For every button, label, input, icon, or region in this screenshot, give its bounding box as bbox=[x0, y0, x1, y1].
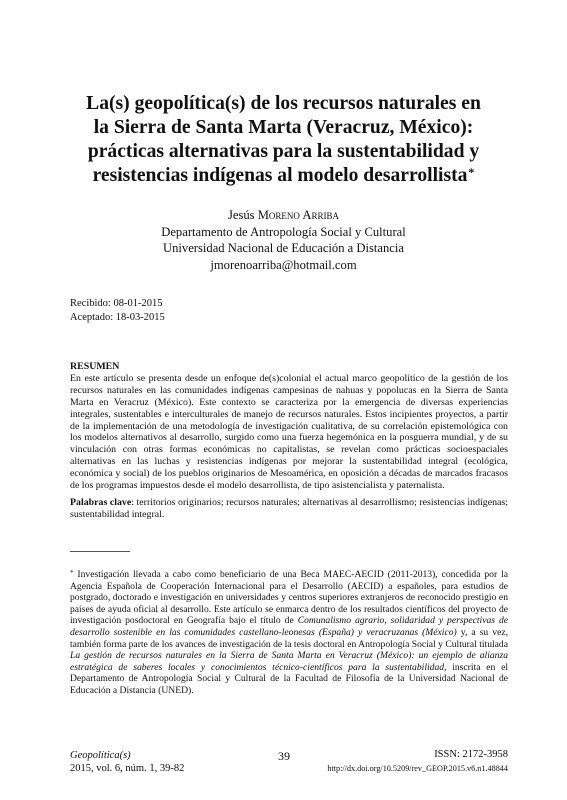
author-name bbox=[120, 207, 447, 224]
title-footnote-marker[interactable]: * bbox=[468, 165, 475, 179]
footnote-italic-title: La gestión de recursos naturales en la Sierra de Santa Marta en Veracruz (México): un ejemplo de alianza estratégica de saberes locales y conocimientos técnico-científicos para la sustentabilidad bbox=[70, 650, 508, 673]
keywords-text: : territorios originarios; recursos naturales; alternativas al desarrollismo; resistencias indígenas; sustentabilidad integral. bbox=[70, 497, 508, 520]
footnote bbox=[70, 569, 508, 697]
abstract-text: En este artículo se presenta desde un enfoque de(s)colonial el actual marco geopolítico de la gestión de los recursos naturales en las comunidades indígenas campesinas de nahuas y popolucas en la Sierra de Santa Marta en Veracruz (México). Este contexto se caracteriza por la emergencia de diversas experiencias integrales, sustentables e interculturales de manejo de recursos naturales. Estos incipientes proyectos, a partir de la implementación de una metodología de investigación cualitativa, de su correlación epistemológica con los modelos alternativos al desarrollo, surgido como una fuerza hegemónica en la posguerra mundial, y de su vinculación con otras formas económicas no capitalistas, se revelan como prácticas socioespaciales alternativas en las luchas y resistencias indígenas por mejorar la sustentabilidad integral (ecológica, económica y social) de los pueblos originarios de Mesoamérica, en oposición a décadas de marcados fracasos de los programas impuestos desde el modelo desarrollista, de tipo asistencialista y paternalista. bbox=[70, 372, 508, 492]
footnote-marker: * bbox=[70, 569, 74, 577]
author-surname: Moreno Arriba bbox=[257, 208, 339, 222]
title-line: La(s) geopolítica(s) de los recursos naturales en bbox=[86, 93, 481, 114]
accepted-date: Aceptado: 18-03-2015 bbox=[70, 312, 165, 323]
footnote-text-part: , inscrita en el Departamento de Antropología Social y Cultural de la Facultad de Filosofía de la Universidad Nacional de Educación a Distancia (UNED). bbox=[70, 661, 508, 696]
article-title bbox=[70, 92, 497, 188]
footnote-separator bbox=[70, 551, 130, 552]
journal-name: Geopolítica(s) bbox=[70, 750, 131, 761]
issn: ISSN: 2172-3958 bbox=[434, 749, 508, 760]
author-block bbox=[120, 207, 447, 273]
submission-dates bbox=[70, 297, 165, 325]
journal-citation bbox=[70, 749, 184, 775]
author-given-name: Jesús bbox=[227, 208, 255, 222]
title-line: la Sierra de Santa Marta (Veracruz, México): bbox=[93, 117, 474, 138]
author-department: Departamento de Antropología Social y Cultural bbox=[161, 224, 406, 239]
author-university: Universidad Nacional de Educación a Distancia bbox=[163, 241, 404, 255]
journal-issue: 2015, vol. 6, núm. 1, 39-82 bbox=[70, 763, 185, 774]
abstract-heading: RESUMEN bbox=[70, 361, 120, 372]
received-date: Recibido: 08-01-2015 bbox=[70, 298, 163, 309]
footnote-italic-title: Comunalismo agrario, solidaridad y perspectivas de desarrollo sostenible en las comunidades castellano-leonesas (España) y veracruzanas (México) bbox=[70, 615, 509, 638]
abstract-section bbox=[70, 361, 508, 492]
journal-identifiers bbox=[327, 748, 508, 775]
keywords-label: Palabras clave bbox=[70, 497, 132, 508]
footnote-text-part: Investigación llevada a cabo como beneficiario de una Beca MAEC-AECID (2011-2013), concedida por la Agencia Española de Cooperación Internacional para el Desarrollo (AECID) a españoles, para estudios de postgrado, doctorado e investigación en universidades y centros superiores extranjeros de reconocido prestigio en países de ayuda oficial al desarrollo. Este artículo se enmarca dentro de los resultados científicos del proyecto de investigación posdoctoral en Geografía bajo el título de bbox=[70, 569, 508, 627]
title-line-text: resistencias indígenas al modelo desarrollista bbox=[92, 165, 468, 186]
title-line: prácticas alternativas para la sustentabilidad y bbox=[87, 141, 480, 162]
page-number: 39 bbox=[278, 749, 290, 763]
title-line bbox=[70, 164, 497, 188]
author-email[interactable]: jmorenoarriba@hotmail.com bbox=[210, 257, 357, 272]
keywords-section bbox=[70, 497, 508, 521]
doi-link[interactable]: http://dx.doi.org/10.5209/rev_GEOP.2015.v6.n1.48844 bbox=[327, 764, 508, 773]
footnote-text-part: y, a su vez, también forma parte de los avances de investigación de la tesis doctoral en Antropología Social y Cultural titulada bbox=[70, 626, 508, 650]
